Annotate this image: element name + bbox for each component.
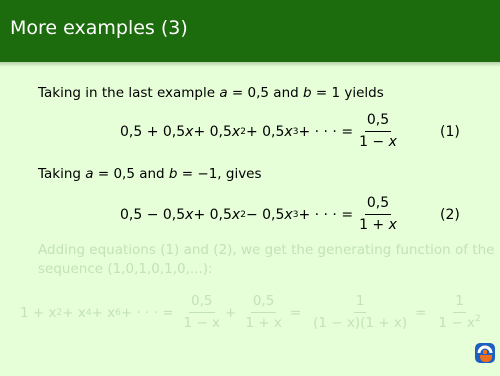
equation-3: 1 + x 2 + x 4 + x 6 + · · · = $\frac{0,5}{1 - x}$ + $\frac{0,5}{1 + x}$ = $\frac{1}{(1 - x)(1 + x)}$ = $\frac{1}{1 - x^2}$	[20, 293, 481, 331]
slide-title: More examples (3)	[10, 17, 188, 39]
var-a: a	[85, 166, 94, 182]
eq3-f1-denominator: 1 − x	[183, 315, 221, 331]
intro-line-2-prefix: Taking	[38, 166, 86, 182]
eq3-f4-denominator	[436, 313, 482, 332]
equation-2: 0,5 − 0,5 x + 0,5 x 2 − 0,5 x 3 + · · · = $\frac{0,5}{1 + x}$	[120, 195, 397, 233]
eq3-fraction-2	[243, 293, 283, 332]
eq2-term: − 0,5	[245, 206, 285, 223]
eq3-fraction-3	[311, 293, 409, 332]
university-logo-icon	[474, 342, 496, 364]
eq3-f2-denominator: 1 + x	[245, 315, 282, 331]
eq3-equals: =	[289, 304, 302, 321]
eq1-var: x	[231, 123, 241, 140]
eq3-f3-denominator: (1 − x)(1 + x)	[313, 315, 408, 331]
eq2-var: x	[284, 206, 293, 223]
eq3-term: + · · · =	[120, 304, 174, 321]
intro-line-1	[38, 84, 384, 102]
title-bar-shadow	[0, 62, 500, 67]
eq2-denominator-var: x	[388, 217, 397, 233]
eq3-term: 1 + x	[20, 304, 57, 321]
eq1-var: x	[284, 123, 293, 140]
eq2-var: x	[185, 206, 194, 223]
eq3-fraction-1	[182, 293, 222, 332]
eq1-term: + 0,5	[245, 123, 285, 140]
eq2-term: + · · · =	[298, 206, 354, 223]
intro-line-2	[38, 165, 262, 183]
eq1-denominator-var: x	[388, 134, 397, 150]
equation-1: 0,5 + 0,5 x + 0,5 x 2 + 0,5 x 3 + · · · = $\frac{0,5}{1 - x}$	[120, 112, 397, 150]
eq3-f4-den-text: 1 − x	[438, 315, 475, 331]
eq3-fraction-4	[436, 293, 482, 332]
intro-line-1-part: = 0,5 and	[227, 85, 303, 101]
eq2-denominator-text: 1 +	[359, 217, 389, 233]
var-a: a	[219, 85, 228, 101]
eq2-term: 0,5 − 0,5	[120, 206, 186, 223]
eq3-equals: =	[415, 304, 427, 321]
eq3-f2-numerator: 0,5	[251, 293, 276, 313]
var-b: b	[168, 166, 178, 182]
eq1-term: 0,5 + 0,5	[120, 123, 186, 140]
eq3-plus: +	[225, 304, 237, 321]
eq3-f4-den-exponent: 2	[474, 314, 481, 324]
eq1-denominator	[357, 132, 399, 151]
eq3-f4-numerator: 1	[453, 293, 466, 313]
title-bar	[0, 0, 500, 62]
eq2-denominator	[357, 215, 399, 234]
eq1-denominator-text: 1 −	[359, 134, 389, 150]
eq2-numerator: 0,5	[365, 195, 391, 215]
intro-line-1-prefix: Taking in the last example	[38, 85, 220, 101]
eq3-term: + x	[91, 304, 116, 321]
faded-text-line-1: Adding equations (1) and (2), we get the generating function of the	[38, 242, 495, 258]
eq2-fraction	[357, 195, 399, 234]
eq3-f3-numerator: 1	[354, 293, 367, 313]
intro-line-1-suffix: = 1 yields	[311, 85, 384, 101]
eq2-term: + 0,5	[193, 206, 232, 223]
eq3-f1-numerator: 0,5	[189, 293, 214, 313]
equation-number-2: (2)	[440, 207, 460, 223]
eq1-numerator: 0,5	[365, 112, 391, 132]
eq2-var: x	[231, 206, 241, 223]
eq3-term: + x	[62, 304, 86, 321]
intro-line-2-part: = 0,5 and	[93, 166, 169, 182]
faded-text-line-2: sequence (1,0,1,0,1,0,...):	[38, 261, 213, 277]
var-b: b	[303, 85, 312, 101]
equation-number-1: (1)	[440, 124, 460, 140]
eq1-fraction	[357, 112, 399, 151]
eq1-var: x	[185, 123, 194, 140]
intro-line-2-suffix: = −1, gives	[177, 166, 262, 182]
eq1-term: + 0,5	[193, 123, 232, 140]
eq1-term: + · · · =	[298, 123, 354, 140]
